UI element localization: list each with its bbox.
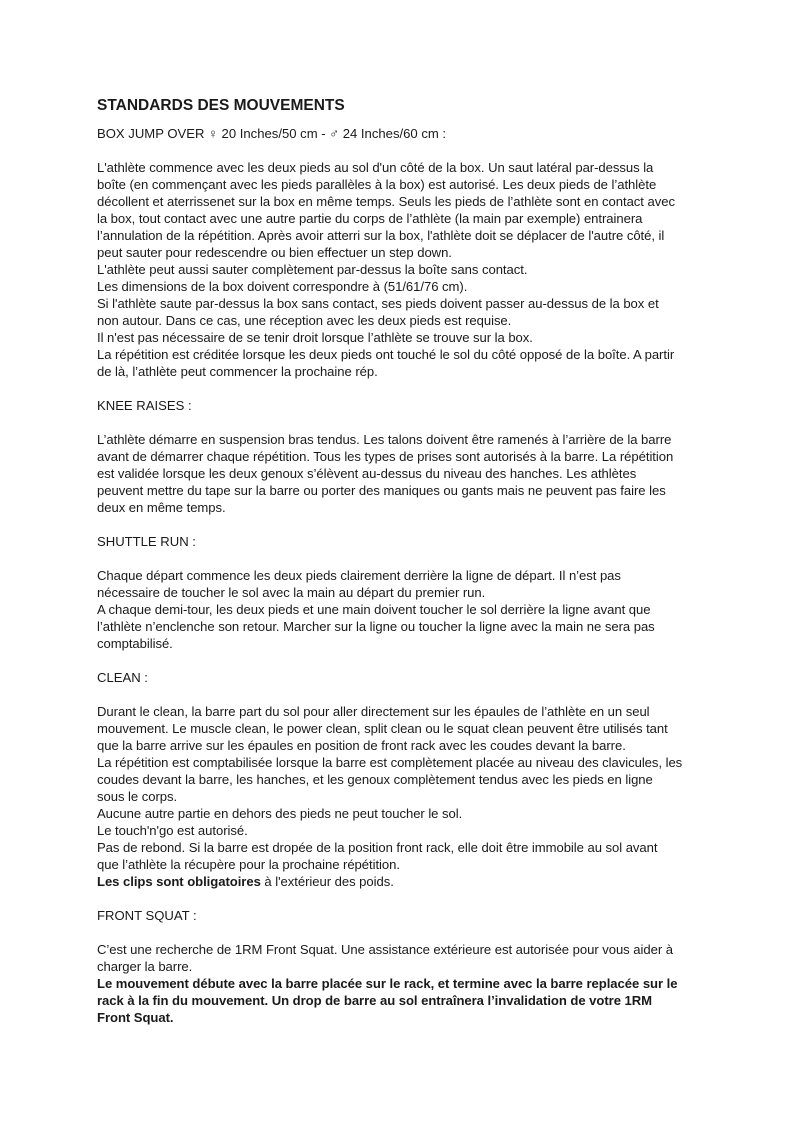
paragraph-line: Chaque départ commence les deux pieds clairement derrière la ligne de départ. Il n’est pas: [97, 568, 621, 583]
paragraph-line: coudes devant la barre, les hanches, et les genoux complètement tendus avec les pieds en ligne: [97, 772, 653, 787]
bold-paragraph-line: Front Squat.: [97, 1010, 174, 1025]
paragraph-line: de là, l’athlète peut commencer la prochaine rép.: [97, 364, 378, 379]
paragraph-line: peuvent mettre du tape sur la barre ou porter des maniques ou gants mais ne peuvent pas faire les: [97, 483, 666, 498]
document-title: STANDARDS DES MOUVEMENTS: [97, 97, 345, 114]
paragraph-line: charger la barre.: [97, 959, 193, 974]
paragraph-line: non autour. Dans ce cas, une réception avec les deux pieds est requise.: [97, 313, 512, 328]
clips-line: [97, 873, 712, 890]
bold-paragraph-line: Le mouvement débute avec la barre placée sur le rack, et termine avec la barre replacée sur le: [97, 976, 678, 991]
section-heading: BOX JUMP OVER ♀ 20 Inches/50 cm - ♂ 24 Inches/60 cm :: [97, 126, 447, 141]
paragraph-line: Durant le clean, la barre part du sol pour aller directement sur les épaules de l’athlète en un seul: [97, 704, 650, 719]
paragraph-line: Aucune autre partie en dehors des pieds ne peut toucher le sol.: [97, 806, 463, 821]
section-box-jump-over: [97, 125, 712, 397]
paragraph-line: Les dimensions de la box doivent correspondre à (51/61/76 cm).: [97, 279, 468, 294]
section-shuttle-run: [97, 533, 712, 669]
section-heading: SHUTTLE RUN :: [97, 534, 196, 549]
paragraph-line: mouvement. Le muscle clean, le power clean, split clean ou le squat clean peuvent être utilisés tant: [97, 721, 668, 736]
paragraph-line: que l’athlète la récupère pour la prochaine répétition.: [97, 857, 400, 872]
document-page: [97, 96, 712, 1026]
paragraph-line: est validée lorsque les deux genoux s’élèvent au-dessus du niveau des hanches. Les athlètes: [97, 466, 637, 481]
paragraph-line: L’athlète démarre en suspension bras tendus. Les talons doivent être ramenés à l’arrière de la barre: [97, 432, 672, 447]
paragraph-line: deux en même temps.: [97, 500, 226, 515]
paragraph-line: peut sauter pour redescendre ou bien effectuer un step down.: [97, 245, 452, 260]
section-heading: FRONT SQUAT :: [97, 908, 197, 923]
paragraph-line: L'athlète commence avec les deux pieds au sol d'un côté de la box. Un saut latéral par-dessus la: [97, 160, 654, 175]
paragraph-line: boîte (en commençant avec les pieds parallèles à la box) est autorisé. Les deux pieds de l’athlète: [97, 177, 657, 192]
paragraph-line: Si l'athlète saute par-dessus la box sans contact, ses pieds doivent passer au-dessus de la box et: [97, 296, 659, 311]
bold-paragraph-line: rack à la fin du mouvement. Un drop de barre au sol entraînera l’invalidation de votre 1RM: [97, 993, 653, 1008]
paragraph-line: L'athlète peut aussi sauter complètement par-dessus la boîte sans contact.: [97, 262, 528, 277]
paragraph-line: comptabilisé.: [97, 636, 173, 651]
section-clean: [97, 669, 712, 907]
paragraph-line: C’est une recherche de 1RM Front Squat. Une assistance extérieure est autorisée pour vous aider à: [97, 942, 673, 957]
paragraph-line: décollent et aterrissenet sur la box en même temps. Seuls les pieds de l’athlète sont en contact avec: [97, 194, 675, 209]
paragraph-line: Il n'est pas nécessaire de se tenir droit lorsque l’athlète se trouve sur la box.: [97, 330, 533, 345]
paragraph-line: Pas de rebond. Si la barre est dropée de la position front rack, elle doit être immobile au sol avant: [97, 840, 658, 855]
paragraph-line: la box, tout contact avec une autre partie du corps de l’athlète (la main par exemple) entrainera: [97, 211, 643, 226]
clips-bold-text: Les clips sont obligatoires: [97, 874, 261, 889]
paragraph-line: La répétition est créditée lorsque les deux pieds ont touché le sol du côté opposé de la boîte. A partir: [97, 347, 675, 362]
paragraph-line: La répétition est comptabilisée lorsque la barre est complètement placée au niveau des clavicules, les: [97, 755, 683, 770]
paragraph-line: l’athlète n’enclenche son retour. Marcher sur la ligne ou toucher la ligne avec la main ne sera pas: [97, 619, 655, 634]
section-front-squat: [97, 907, 712, 1026]
paragraph-line: que la barre arrive sur les épaules en position de front rack avec les coudes devant la barre.: [97, 738, 626, 753]
paragraph-line: nécessaire de toucher le sol avec la main au départ du premier run.: [97, 585, 486, 600]
clips-rest-text: à l'extérieur des poids.: [260, 874, 394, 889]
section-heading: KNEE RAISES :: [97, 398, 192, 413]
paragraph-line: avant de démarrer chaque répétition. Tous les types de prises sont autorisés à la barre. La répétition: [97, 449, 674, 464]
paragraph-line: Le touch'n'go est autorisé.: [97, 823, 248, 838]
section-knee-raises: [97, 397, 712, 533]
paragraph-line: sous le corps.: [97, 789, 178, 804]
paragraph-line: A chaque demi-tour, les deux pieds et une main doivent toucher le sol derrière la ligne avant que: [97, 602, 651, 617]
paragraph-line: l’annulation de la répétition. Après avoir atterri sur la box, l'athlète doit se déplacer de l'autre côté, il: [97, 228, 665, 243]
section-heading: CLEAN :: [97, 670, 148, 685]
